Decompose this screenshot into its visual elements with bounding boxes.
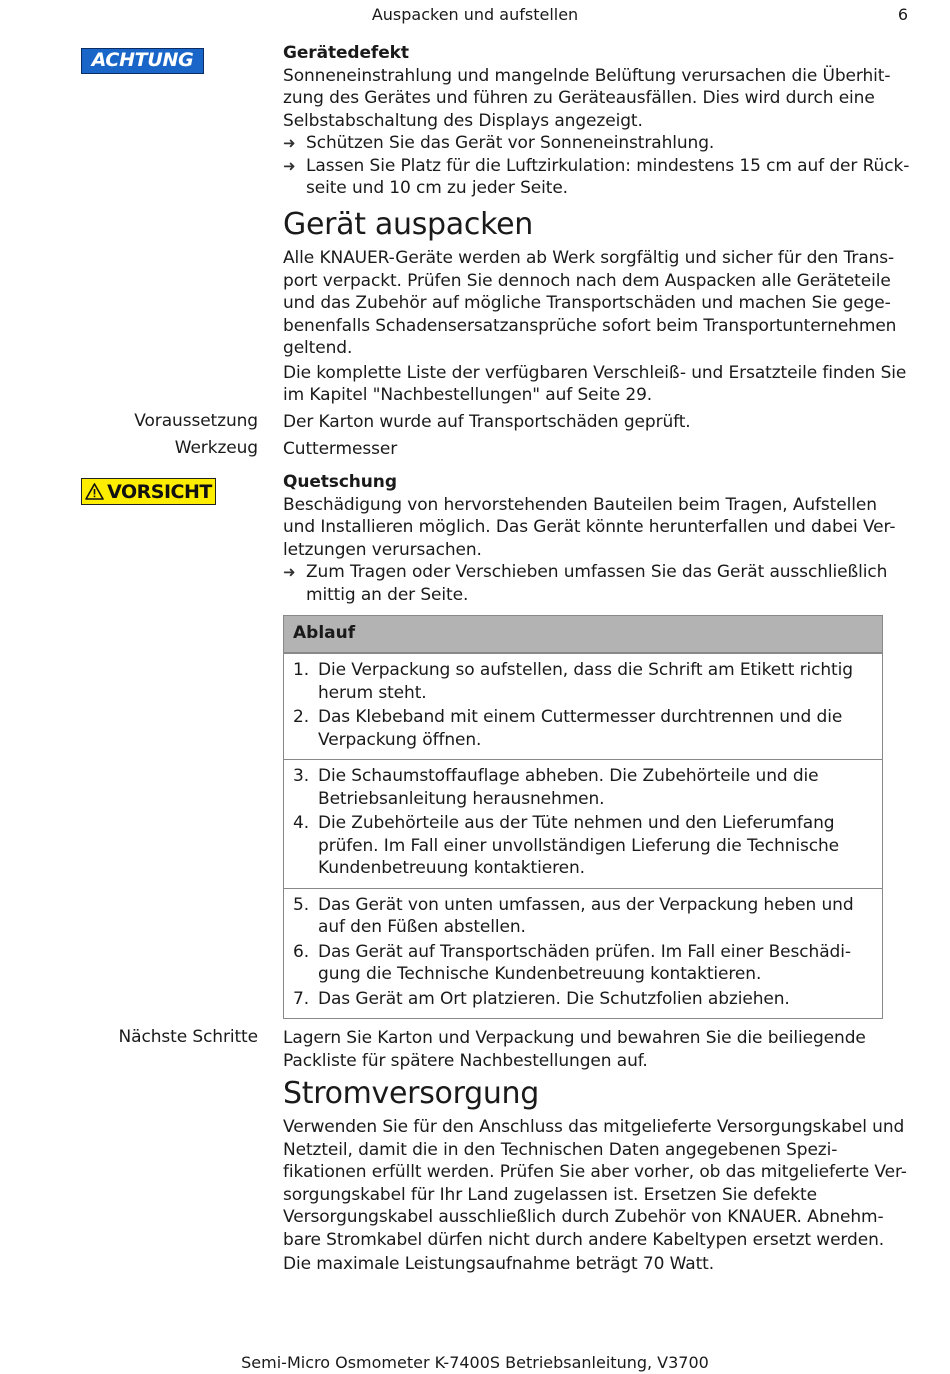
procedure-group (284, 653, 882, 759)
procedure-step: 2. Das Klebeband mit einem Cuttermesser durchtrennen und die Verpackung öffnen. (293, 707, 843, 750)
defect-bullet: ➜ Schützen Sie das Gerät vor Sonneneinstrahlung. (283, 133, 715, 153)
crush-text: Beschädigung von hervorstehenden Bauteilen beim Tragen, Aufstellen und Installieren möglich. Das Gerät könnte herunterfallen und dabei Ver-letzungen verursachen. (283, 494, 896, 560)
vorsicht-label: VORSICHT (107, 480, 212, 503)
running-header: Auspacken und aufstellen (371, 5, 579, 24)
power-paragraph: Die maximale Leistungsaufnahme beträgt 70 Watt. (283, 1254, 715, 1274)
power-paragraph: Verwenden Sie für den Anschluss das mitgelieferte Versorgungskabel und Netzteil, damit die in den Technischen Daten angegebenen Spezi-fikationen erfüllt werden. Prüfen Sie aber vorher, ob das mitgelieferte Ver-sorgungskabel für Ihr Land zugelassen ist. Ersetzen Sie defekte Versorgungskabel ausschließlich durch Zubehör von KNAUER. Abnehm-bare Stromkabel dürfen nicht durch andere Kabeltypen ersetzt werden. (283, 1117, 907, 1250)
unpack-paragraph: Alle KNAUER-Geräte werden ab Werk sorgfältig und sicher für den Trans-port verpackt. Prüfen Sie dennoch nach dem Auspacken alle Geräteteile und das Zubehör auf mögliche Transportschäden und machen Sie gege-benenfalls Schadensersatzansprüche sofort beim Transportunternehmen geltend. (283, 248, 897, 358)
crush-notice (283, 471, 913, 606)
procedure-step: 1. Die Verpackung so aufstellen, dass die Schrift am Etikett richtig herum steht. (293, 660, 853, 703)
arrow-right-icon: ➜ (283, 156, 296, 175)
procedure-step: 6. Das Gerät auf Transportschäden prüfen. Im Fall einer Beschädi-gung die Technische Kundenbetreuung kontaktieren. (293, 941, 851, 984)
procedure-step: 7. Das Gerät am Ort platzieren. Die Schutzfolien abziehen. (293, 988, 790, 1009)
crush-bullet: ➜ Zum Tragen oder Verschieben umfassen Sie das Gerät ausschließlich mittig an der Seite. (283, 562, 888, 605)
section-heading-unpack: Gerät auspacken (283, 207, 533, 242)
procedure-group (284, 759, 882, 888)
unpack-section (283, 207, 913, 407)
procedure-table (283, 615, 883, 1019)
power-section (283, 1076, 913, 1276)
procedure-step: 4. Die Zubehörteile aus der Tüte nehmen und den Lieferumfang prüfen. Im Fall einer unvollständigen Lieferung die Technische Kundenbetreuung kontaktieren. (293, 813, 839, 878)
procedure-group (284, 888, 882, 1019)
procedure-header: Ablauf (284, 616, 882, 653)
defect-title: Gerätedefekt (283, 43, 409, 63)
defect-text: Sonneneinstrahlung und mangelnde Belüftung verursachen die Überhit-zung des Gerätes und führen zu Geräteausfällen. Dies wird durch eine Selbstabschaltung des Displays angezeigt. (283, 65, 891, 131)
prerequisite-label: Voraussetzung (134, 411, 258, 431)
procedure-step: 3. Die Schaumstoffauflage abheben. Die Zubehörteile und die Betriebsanleitung herausnehmen. (293, 766, 819, 809)
next-steps-text: Lagern Sie Karton und Verpackung und bewahren Sie die beiliegende Packliste für spätere Nachbestellungen auf. (283, 1028, 866, 1071)
arrow-right-icon: ➜ (283, 563, 296, 581)
vorsicht-signal-word (81, 478, 216, 505)
next-steps-label: Nächste Schritte (118, 1027, 258, 1047)
defect-bullet: ➜ Lassen Sie Platz für die Luftzirkulation: mindestens 15 cm auf der Rück-seite und 10 cm zu jeder Seite. (283, 155, 910, 198)
running-footer: Semi-Micro Osmometer K-7400S Betriebsanleitung, V3700 (241, 1353, 709, 1372)
section-heading-power: Stromversorgung (283, 1076, 540, 1111)
procedure-step: 5. Das Gerät von unten umfassen, aus der Verpackung heben und auf den Füßen abstellen. (293, 894, 854, 937)
prerequisite-text: Der Karton wurde auf Transportschäden geprüft. (283, 412, 691, 432)
tool-label: Werkzeug (174, 438, 258, 458)
unpack-paragraph: Die komplette Liste der verfügbaren Verschleiß- und Ersatzteile finden Sie im Kapitel "Nachbestellungen" auf Seite 29. (283, 362, 907, 405)
tool-text: Cuttermesser (283, 439, 398, 459)
defect-notice (283, 42, 913, 200)
crush-title: Quetschung (283, 472, 397, 492)
achtung-signal-word: ACHTUNG (81, 48, 204, 74)
page-number: 6 (897, 5, 908, 24)
arrow-right-icon: ➜ (283, 134, 296, 152)
warning-triangle-icon (85, 483, 104, 500)
